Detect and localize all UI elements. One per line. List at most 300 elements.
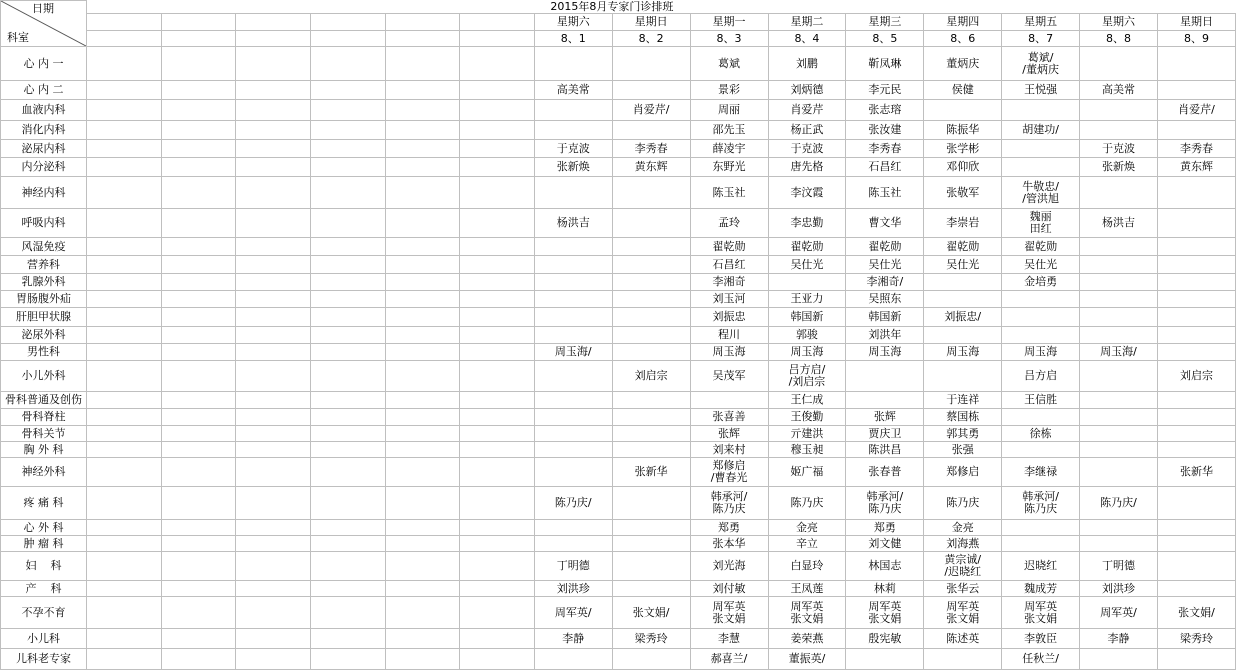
schedule-cell: 高美常 (534, 81, 612, 100)
schedule-cell: 梁秀玲 (1157, 629, 1235, 649)
blank-cell (161, 552, 236, 581)
schedule-cell: 吴茂军 (690, 361, 768, 392)
blank-cell (161, 458, 236, 487)
blank-cell (310, 209, 385, 238)
blank-cell (460, 581, 535, 597)
table-row (1, 442, 1236, 458)
blank-cell (385, 344, 460, 361)
schedule-cell: 林莉 (846, 581, 924, 597)
table-row (1, 327, 1236, 344)
blank-cell (236, 649, 311, 670)
schedule-cell: 张辉 (846, 409, 924, 426)
dept-cell: 呼吸内科 (1, 209, 87, 238)
blank-cell (310, 487, 385, 520)
blank-cell (86, 47, 161, 81)
schedule-cell: 李元民 (846, 81, 924, 100)
schedule-cell: 靳凤琳 (846, 47, 924, 81)
blank-cell (385, 629, 460, 649)
table-row (1, 649, 1236, 670)
schedule-cell (924, 327, 1002, 344)
dept-cell: 心 外 科 (1, 520, 87, 536)
table-row (1, 597, 1236, 629)
blank-cell (385, 158, 460, 177)
schedule-cell: 吴照东 (846, 291, 924, 308)
schedule-cell: 于克波 (534, 140, 612, 158)
schedule-cell: 李崇岩 (924, 209, 1002, 238)
schedule-cell: 翟乾勋 (846, 238, 924, 256)
schedule-cell: 翟乾勋 (924, 238, 1002, 256)
schedule-cell (1080, 291, 1158, 308)
schedule-cell: 周军英 张文娟 (768, 597, 846, 629)
schedule-cell (1157, 327, 1235, 344)
blank-cell (161, 81, 236, 100)
blank-cell (385, 256, 460, 274)
blank-cell (161, 409, 236, 426)
blank-cell (310, 100, 385, 121)
schedule-cell: 李湘奇/ (846, 274, 924, 291)
dept-cell: 乳腺外科 (1, 274, 87, 291)
schedule-cell (534, 442, 612, 458)
schedule-cell: 张喜善 (690, 409, 768, 426)
schedule-cell (1157, 520, 1235, 536)
schedule-cell (1157, 536, 1235, 552)
schedule-cell: 陈述英 (924, 629, 1002, 649)
schedule-cell: 林国志 (846, 552, 924, 581)
schedule-cell (1080, 458, 1158, 487)
schedule-cell: 郑勇 (846, 520, 924, 536)
blank-cell (460, 344, 535, 361)
blank-cell (385, 327, 460, 344)
schedule-cell: 王仁成 (768, 392, 846, 409)
blank-cell (310, 274, 385, 291)
blank-cell (460, 487, 535, 520)
blank-cell (161, 308, 236, 327)
schedule-cell (1080, 308, 1158, 327)
blank-cell (236, 327, 311, 344)
blank-cell (161, 158, 236, 177)
blank-cell (236, 100, 311, 121)
blank-cell (460, 442, 535, 458)
blank-cell (161, 209, 236, 238)
blank-cell (236, 581, 311, 597)
schedule-cell (612, 81, 690, 100)
blank-cell (161, 274, 236, 291)
blank-cell (310, 158, 385, 177)
dept-cell: 产 科 (1, 581, 87, 597)
schedule-cell: 黄宗诚/ /迟晓红 (924, 552, 1002, 581)
blank-cell (86, 209, 161, 238)
blank-cell (310, 344, 385, 361)
blank-cell (385, 177, 460, 209)
schedule-cell: 任秋兰/ (1002, 649, 1080, 670)
weekday-header: 星期三 (846, 14, 924, 31)
schedule-cell: 张本华 (690, 536, 768, 552)
schedule-cell (1157, 177, 1235, 209)
blank-cell (236, 158, 311, 177)
schedule-cell: 张春普 (846, 458, 924, 487)
schedule-cell (1002, 536, 1080, 552)
blank-cell (460, 81, 535, 100)
schedule-cell: 李忠勤 (768, 209, 846, 238)
schedule-cell (612, 552, 690, 581)
blank-cell (310, 409, 385, 426)
schedule-cell (1157, 81, 1235, 100)
schedule-cell: 陈乃庆/ (1080, 487, 1158, 520)
schedule-cell (1080, 100, 1158, 121)
schedule-cell: 吴仕光 (1002, 256, 1080, 274)
schedule-cell (1080, 409, 1158, 426)
schedule-cell: 石昌红 (690, 256, 768, 274)
schedule-cell (534, 100, 612, 121)
schedule-cell: 周玉海 (846, 344, 924, 361)
blank-cell (460, 597, 535, 629)
blank-cell (236, 177, 311, 209)
blank-cell (161, 649, 236, 670)
blank-cell (460, 100, 535, 121)
schedule-cell: 曹文华 (846, 209, 924, 238)
blank-cell (236, 47, 311, 81)
schedule-cell: 李汶霞 (768, 177, 846, 209)
schedule-cell: 李敦臣 (1002, 629, 1080, 649)
schedule-cell (612, 581, 690, 597)
schedule-cell (612, 409, 690, 426)
dept-cell: 血液内科 (1, 100, 87, 121)
schedule-cell: 于克波 (768, 140, 846, 158)
schedule-cell: 周玉海/ (1080, 344, 1158, 361)
schedule-cell: 李静 (1080, 629, 1158, 649)
schedule-cell: 葛斌/ /董炳庆 (1002, 47, 1080, 81)
blank-cell (460, 426, 535, 442)
blank-cell (310, 442, 385, 458)
schedule-cell: 周军英 张文娟 (690, 597, 768, 629)
blank-cell (310, 47, 385, 81)
schedule-cell: 周玉海 (924, 344, 1002, 361)
blank-cell (385, 536, 460, 552)
schedule-cell (612, 274, 690, 291)
blank-cell (236, 361, 311, 392)
schedule-cell (1157, 256, 1235, 274)
schedule-cell: 刘洪珍 (534, 581, 612, 597)
schedule-cell: 薛凌宇 (690, 140, 768, 158)
schedule-cell: 郝喜兰/ (690, 649, 768, 670)
blank-cell (310, 581, 385, 597)
blank-cell (385, 47, 460, 81)
blank-cell (161, 291, 236, 308)
schedule-cell: 张文娟/ (1157, 597, 1235, 629)
schedule-cell (1080, 121, 1158, 140)
table-row (1, 409, 1236, 426)
schedule-cell: 黄东辉 (1157, 158, 1235, 177)
table-row (1, 177, 1236, 209)
schedule-cell: 邵先玉 (690, 121, 768, 140)
schedule-cell (1002, 327, 1080, 344)
blank-cell (86, 392, 161, 409)
schedule-cell: 翟乾勋 (690, 238, 768, 256)
schedule-cell (534, 458, 612, 487)
blank-cell (236, 81, 311, 100)
blank-cell (385, 552, 460, 581)
blank-cell (236, 209, 311, 238)
schedule-cell: 杨洪吉 (1080, 209, 1158, 238)
dept-cell: 肝胆甲状腺 (1, 308, 87, 327)
schedule-cell: 陈乃庆 (924, 487, 1002, 520)
blank-cell (86, 238, 161, 256)
dept-cell: 小儿外科 (1, 361, 87, 392)
schedule-cell: 周军英/ (1080, 597, 1158, 629)
schedule-cell: 董炳庆 (924, 47, 1002, 81)
corner-date-label: 日期 (31, 2, 54, 15)
schedule-cell: 周玉海 (1002, 344, 1080, 361)
blank-cell (86, 140, 161, 158)
schedule-cell: 魏丽 田红 (1002, 209, 1080, 238)
date-header: 8、5 (846, 31, 924, 47)
schedule-cell (534, 47, 612, 81)
blank-cell (460, 327, 535, 344)
dept-cell: 心 内 二 (1, 81, 87, 100)
schedule-cell: 梁秀玲 (612, 629, 690, 649)
schedule-cell: 肖爱芹 (768, 100, 846, 121)
schedule-cell (612, 536, 690, 552)
blank-cell (86, 291, 161, 308)
dept-cell: 消化内科 (1, 121, 87, 140)
table-row (1, 536, 1236, 552)
schedule-cell: 白显玲 (768, 552, 846, 581)
schedule-cell: 程川 (690, 327, 768, 344)
date-header: 8、6 (924, 31, 1002, 47)
blank-cell (385, 100, 460, 121)
blank-cell (161, 327, 236, 344)
blank-cell (310, 327, 385, 344)
schedule-cell (846, 392, 924, 409)
schedule-cell (1157, 442, 1235, 458)
blank-cell (236, 520, 311, 536)
blank-cell (460, 458, 535, 487)
blank-cell (86, 81, 161, 100)
blank-cell (310, 458, 385, 487)
blank-cell (310, 308, 385, 327)
table-row (1, 100, 1236, 121)
schedule-cell (612, 426, 690, 442)
schedule-cell: 翟乾勋 (1002, 238, 1080, 256)
blank-cell (385, 121, 460, 140)
schedule-cell: 吴仕光 (924, 256, 1002, 274)
schedule-cell (1157, 552, 1235, 581)
schedule-cell: 亓建洪 (768, 426, 846, 442)
blank-cell (86, 426, 161, 442)
schedule-cell (1002, 140, 1080, 158)
table-row (1, 308, 1236, 327)
schedule-cell: 唐先格 (768, 158, 846, 177)
schedule-cell: 郭其勇 (924, 426, 1002, 442)
schedule-cell (1157, 308, 1235, 327)
table-row (1, 520, 1236, 536)
schedule-cell: 王信胜 (1002, 392, 1080, 409)
schedule-cell (612, 520, 690, 536)
blank-cell (385, 597, 460, 629)
schedule-cell: 贾庆卫 (846, 426, 924, 442)
schedule-cell: 李秀春 (846, 140, 924, 158)
table-row (1, 487, 1236, 520)
schedule-cell: 韩承河/ 陈乃庆 (846, 487, 924, 520)
blank-cell (161, 520, 236, 536)
blank-cell (310, 81, 385, 100)
date-header: 8、1 (534, 31, 612, 47)
schedule-cell: 姜荣燕 (768, 629, 846, 649)
schedule-cell (612, 291, 690, 308)
schedule-cell (612, 121, 690, 140)
schedule-cell (534, 274, 612, 291)
schedule-cell (534, 327, 612, 344)
schedule-cell: 蔡国栋 (924, 409, 1002, 426)
schedule-cell: 韩承河/ 陈乃庆 (690, 487, 768, 520)
blank-cell (161, 344, 236, 361)
table-row (1, 344, 1236, 361)
table-row (1, 392, 1236, 409)
schedule-cell (612, 177, 690, 209)
schedule-cell: 刘鹏 (768, 47, 846, 81)
schedule-cell (1080, 177, 1158, 209)
schedule-cell: 王悦强 (1002, 81, 1080, 100)
weekday-header: 星期一 (690, 14, 768, 31)
schedule-cell (612, 442, 690, 458)
blank-cell (161, 361, 236, 392)
schedule-cell: 刘启宗 (612, 361, 690, 392)
blank-cell (236, 308, 311, 327)
schedule-cell: 陈乃庆/ (534, 487, 612, 520)
blank-cell (236, 597, 311, 629)
table-row (1, 121, 1236, 140)
blank-cell (86, 649, 161, 670)
blank-cell (236, 536, 311, 552)
date-header: 8、4 (768, 31, 846, 47)
weekday-header: 星期六 (534, 14, 612, 31)
blank-cell (161, 581, 236, 597)
dept-cell: 不孕不育 (1, 597, 87, 629)
dept-cell: 泌尿外科 (1, 327, 87, 344)
schedule-cell (924, 100, 1002, 121)
schedule-cell (534, 121, 612, 140)
blank-cell (236, 426, 311, 442)
schedule-cell (612, 209, 690, 238)
schedule-cell: 张新焕 (1080, 158, 1158, 177)
schedule-cell: 张辉 (690, 426, 768, 442)
schedule-cell: 张敬军 (924, 177, 1002, 209)
schedule-cell: 高美常 (1080, 81, 1158, 100)
blank-cell (236, 291, 311, 308)
blank-cell (460, 409, 535, 426)
schedule-cell: 于克波 (1080, 140, 1158, 158)
schedule-cell (534, 409, 612, 426)
schedule-cell (1157, 426, 1235, 442)
blank-cell (161, 256, 236, 274)
date-header: 8、2 (612, 31, 690, 47)
schedule-cell: 张华云 (924, 581, 1002, 597)
schedule-cell: 董振英/ (768, 649, 846, 670)
blank-cell (161, 597, 236, 629)
blank-cell (86, 308, 161, 327)
schedule-cell: 胡建功/ (1002, 121, 1080, 140)
blank-cell (86, 177, 161, 209)
blank-cell (310, 536, 385, 552)
blank-cell (460, 629, 535, 649)
blank-cell (310, 426, 385, 442)
schedule-cell: 李湘奇 (690, 274, 768, 291)
blank-cell (385, 649, 460, 670)
schedule-cell: 陈玉社 (690, 177, 768, 209)
schedule-cell (924, 291, 1002, 308)
blank-cell (310, 629, 385, 649)
blank-cell (161, 442, 236, 458)
schedule-cell: 周丽 (690, 100, 768, 121)
schedule-cell (612, 308, 690, 327)
schedule-cell: 张强 (924, 442, 1002, 458)
blank-cell (385, 361, 460, 392)
date-header: 8、7 (1002, 31, 1080, 47)
schedule-cell: 郑修启 /曹春光 (690, 458, 768, 487)
blank-cell (86, 487, 161, 520)
schedule-cell: 迟晓红 (1002, 552, 1080, 581)
schedule-cell (1157, 487, 1235, 520)
schedule-cell: 陈乃庆 (768, 487, 846, 520)
dept-cell: 儿科老专家 (1, 649, 87, 670)
schedule-cell: 徐栋 (1002, 426, 1080, 442)
blank-cell (385, 291, 460, 308)
schedule-cell (1002, 291, 1080, 308)
schedule-cell: 周玉海 (768, 344, 846, 361)
dept-cell: 心 内 一 (1, 47, 87, 81)
schedule-cell (1157, 409, 1235, 426)
blank-cell (161, 121, 236, 140)
blank-cell (86, 121, 161, 140)
table-row (1, 256, 1236, 274)
blank-cell (236, 629, 311, 649)
schedule-cell (1002, 158, 1080, 177)
weekday-header: 星期四 (924, 14, 1002, 31)
blank-cell (86, 629, 161, 649)
schedule-cell (1157, 274, 1235, 291)
blank-cell (161, 629, 236, 649)
blank-cell (385, 81, 460, 100)
table-row (1, 581, 1236, 597)
blank-cell (460, 361, 535, 392)
table-row (1, 209, 1236, 238)
corner-cell (1, 1, 87, 47)
schedule-cell: 肖爱芹/ (612, 100, 690, 121)
schedule-cell: 刘光海 (690, 552, 768, 581)
schedule-cell: 李秀春 (612, 140, 690, 158)
schedule-cell: 邓仰欣 (924, 158, 1002, 177)
schedule-cell: 周玉海/ (534, 344, 612, 361)
schedule-cell: 杨洪吉 (534, 209, 612, 238)
schedule-cell (1080, 426, 1158, 442)
blank-cell (236, 552, 311, 581)
dept-cell: 骨科脊柱 (1, 409, 87, 426)
blank-cell (385, 426, 460, 442)
schedule-cell: 刘付敏 (690, 581, 768, 597)
schedule-cell (924, 361, 1002, 392)
schedule-cell (1002, 520, 1080, 536)
schedule-cell: 翟乾勋 (768, 238, 846, 256)
blank-cell (385, 458, 460, 487)
schedule-cell: 郭骏 (768, 327, 846, 344)
date-header: 8、3 (690, 31, 768, 47)
blank-cell (236, 140, 311, 158)
schedule-cell (612, 327, 690, 344)
schedule-cell: 张志瑢 (846, 100, 924, 121)
schedule-cell (612, 256, 690, 274)
schedule-cell (534, 177, 612, 209)
schedule-cell (1080, 256, 1158, 274)
